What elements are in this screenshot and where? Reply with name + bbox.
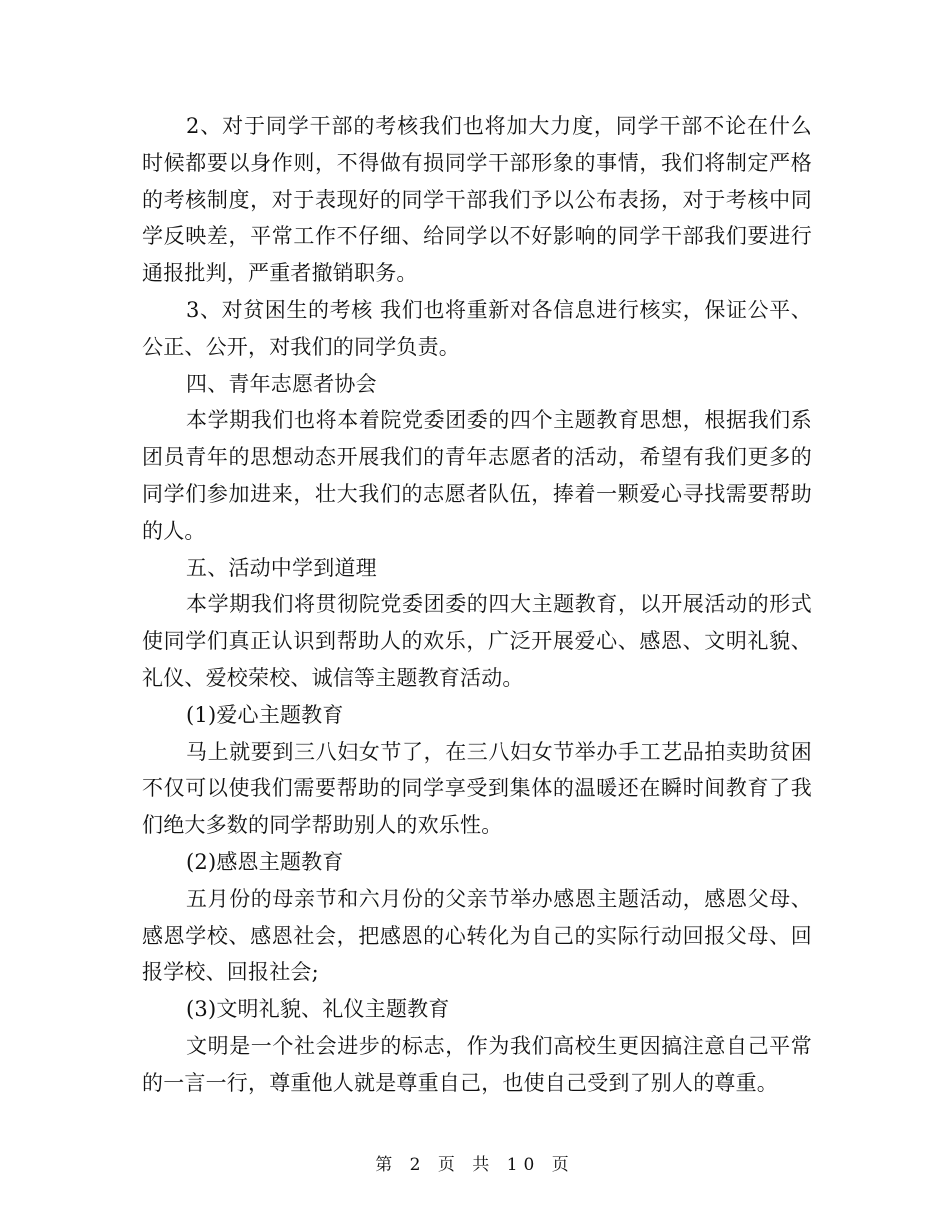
subheading-civility-theme: (3)文明礼貌、礼仪主题教育	[186, 997, 450, 1022]
subheading-gratitude-theme: (2)感恩主题教育	[186, 849, 344, 874]
paragraph-poor-student-assessment: 3、对贫困生的考核 我们也将重新对各信息进行核实，保证公平、公正、公开，对我们的同学负责。	[142, 297, 812, 359]
subheading-love-theme: (1)爱心主题教育	[186, 702, 344, 727]
paragraph-cadre-assessment: 2、对于同学干部的考核我们也将加大力度，同学干部不论在什么时候都要以身作则，不得做有损同学干部形象的事情，我们将制定严格的考核制度，对于表现好的同学干部我们予以公布表扬，对于考核中同学反映差，平常工作不仔细、给同学以不好影响的同学干部我们要进行通报批判，严重者撤销职务。	[142, 114, 812, 286]
section-heading-volunteer-association: 四、青年志愿者协会	[186, 371, 377, 396]
page-number-footer: 第 2 页 共 10 页	[375, 1155, 575, 1175]
document-body	[142, 108, 812, 1102]
paragraph-love-theme: 马上就要到三八妇女节了，在三八妇女节举办手工艺品拍卖助贫困不仅可以使我们需要帮助的同学享受到集体的温暖还在瞬时间教育了我们绝大多数的同学帮助别人的欢乐性。	[142, 739, 812, 838]
section-heading-learning-through-activities: 五、活动中学到道理	[186, 555, 377, 580]
paragraph-theme-education: 本学期我们将贯彻院党委团委的四大主题教育，以开展活动的形式使同学们真正认识到帮助人的欢乐，广泛开展爱心、感恩、文明礼貌、礼仪、爱校荣校、诚信等主题教育活动。	[142, 592, 812, 690]
paragraph-volunteer-activities: 本学期我们也将本着院党委团委的四个主题教育思想，根据我们系团员青年的思想动态开展我们的青年志愿者的活动，希望有我们更多的同学们参加进来，壮大我们的志愿者队伍，捧着一颗爱心寻找需要帮助的人。	[142, 408, 812, 543]
paragraph-gratitude-theme: 五月份的母亲节和六月份的父亲节举办感恩主题活动，感恩父母、感恩学校、感恩社会，把感恩的心转化为自己的实际行动回报父母、回报学校、回报社会;	[142, 886, 812, 985]
paragraph-civility-theme: 文明是一个社会进步的标志，作为我们高校生更因搞注意自己平常的一言一行，尊重他人就是尊重自己，也使自己受到了别人的尊重。	[142, 1033, 812, 1095]
